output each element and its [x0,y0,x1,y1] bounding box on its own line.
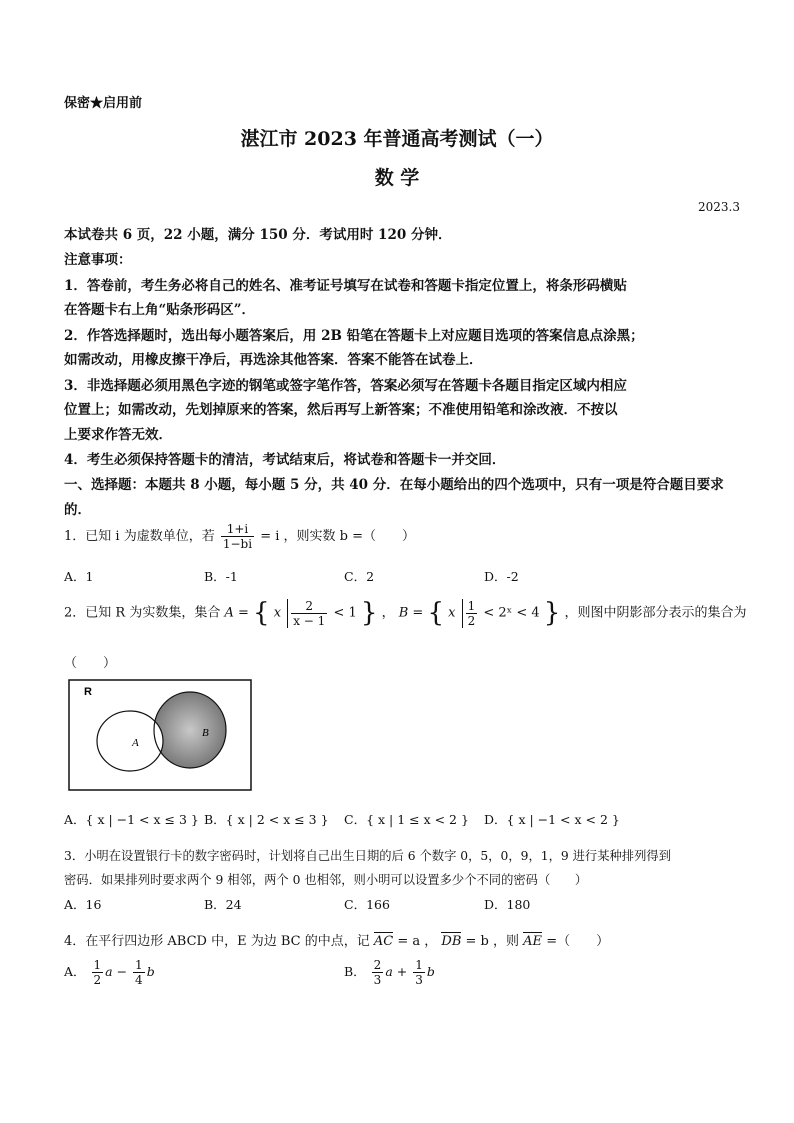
q2-option-d[interactable]: D．{ x | −1 < x < 2 } [484,812,620,827]
notice-2a: 2．作答选择题时，选出每小题答案后，用 2B 铅笔在答题卡上对应题目选项的答案信息点涂黑； [64,328,644,344]
q4-a-coef2-den: 4 [135,973,143,987]
q2-option-b[interactable]: B．{ x | 2 < x ≤ 3 } [204,812,329,827]
q4-b-coef2-den: 3 [415,973,423,987]
q2-stem: 2．已知 R 为实数集，集合 [64,605,221,621]
question-4 [64,930,609,949]
q4-a-coef1-num: 1 [93,958,102,972]
q4-b-coef1 [372,958,384,987]
q2-answer-paren: （ ） [64,656,117,671]
notice-1b: 在答题卡右上角“贴条形码区”． [64,302,256,318]
q4-a-coef1 [92,958,104,987]
q4-a-coef2-num: 1 [135,958,143,972]
q4-vector-ac: AC [373,934,394,949]
exam-title: 湛江市 2023 年普通高考测试（一） [240,128,554,150]
notice-3c: 上要求作答无效． [64,427,172,443]
q4-stem: 4．在平行四边形 ABCD 中，E 为边 BC 的中点，记 [64,934,370,949]
q2-set-b-num: 1 [467,598,476,613]
q4-eq3: =（ ） [546,934,610,949]
q1-option-b[interactable]: B．-1 [204,569,238,584]
exam-date: 2023.3 [698,200,740,214]
question-3-line1: 3．小明在设置银行卡的数字密码时，计划将自己出生日期的后 6 个数字 0，5，0，9，1，9 进行某种排列得到 [64,849,671,863]
q4-option-a-label: A． [64,964,86,979]
q2-brace-close-icon: } [360,598,378,628]
venn-diagram [68,679,252,791]
q1-option-d[interactable]: D．-2 [484,569,519,584]
q4-b-coef2-num: 1 [415,958,423,972]
q2-set-a-fraction [287,599,327,628]
q4-vector-ae: AE [523,934,543,949]
q4-a-coef1-den: 2 [93,973,102,987]
q2-brace-close-b-icon: } [543,598,561,628]
q4-b-coef1-num: 2 [373,958,382,972]
q4-eq1: = a ， [397,934,438,949]
q1-numerator: 1+i [221,522,254,537]
q4-b-coef2 [413,958,425,987]
q2-set-a-den: x − 1 [293,613,326,628]
confidential-mark: 保密★启用前 [64,96,143,111]
question-3-line2: 密码．如果排列时要求两个 9 相邻，两个 0 也相邻，则小明可以设置多少个不同的密码（ ） [64,873,588,887]
q4-b-term1: a + [385,964,408,979]
q3-option-c[interactable]: C．166 [344,897,390,912]
q3-option-d[interactable]: D．180 [484,897,531,912]
notice-4: 4．考生必须保持答题卡的清洁，考试结束后，将试卷和答题卡一并交回． [64,452,506,468]
section-heading: 一、选择题：本题共 8 小题，每小题 5 分，共 40 分．在每小题给出的四个选项中，只有一项是符合题目要求 [64,477,724,493]
q3-option-b[interactable]: B．24 [204,897,242,912]
q2-set-b-rel: < 2ˣ < 4 [483,605,540,621]
q1-fraction [221,522,254,551]
q4-option-a[interactable] [64,958,155,987]
notice-title: 注意事项： [64,252,132,268]
q4-option-b-label: B． [344,964,366,979]
q4-a-term2: b [146,964,155,979]
q2-brace-open-b-icon: { [427,598,444,628]
venn-label-b: B [202,727,209,739]
q2-set-b-den: 2 [467,613,476,628]
notice-3b: 位置上；如需改动，先划掉原来的答案，然后再写上新答案；不准使用铅笔和涂改液．不按以 [64,402,618,418]
q2-set-b-fraction [462,599,478,628]
q4-a-coef2 [133,958,145,987]
notice-2b: 如需改动，用橡皮擦干净后，再选涂其他答案．答案不能答在试卷上． [64,352,483,368]
q2-set-a-rel: < 1 [333,605,357,621]
subject-title: 数 学 [374,167,420,189]
venn-set-a [97,711,163,771]
q2-set-b-var: x [448,605,456,621]
q4-b-term2: b [426,964,435,979]
question-2 [64,598,746,628]
venn-set-b-shaded [154,692,226,768]
q1-denominator: 1−bi [222,537,253,551]
notice-3a: 3．非选择题必须用黑色字迹的钢笔或签字笔作答，答案必须写在答题卡各题目指定区域内相应 [64,378,627,394]
q2-brace-open-icon: { [253,598,270,628]
q1-stem-end: = i ，则实数 b =（ ） [260,529,415,544]
section-heading-end: 的． [64,502,91,518]
exam-info: 本试卷共 6 页，22 小题，满分 150 分．考试用时 120 分钟． [64,227,452,243]
q4-option-b[interactable] [344,958,435,987]
q3-option-a[interactable]: A．16 [64,897,102,912]
q2-set-a-num: 2 [291,599,327,614]
q1-stem: 1．已知 i 为虚数单位，若 [64,529,215,544]
q2-comma: ， [381,605,395,621]
venn-label-r: R [84,686,92,698]
q2-option-c[interactable]: C．{ x | 1 ≤ x < 2 } [344,812,469,827]
notice-1a: 1．答卷前，考生务必将自己的姓名、准考证号填写在试卷和答题卡指定位置上，将条形码横贴 [64,278,627,294]
q1-option-a[interactable]: A．1 [64,569,94,584]
q2-set-b-label: B = [398,605,424,621]
q4-a-term1: a − [105,964,128,979]
q4-eq2: = b ，则 [465,934,520,949]
q4-vector-db: DB [441,934,462,949]
q1-option-c[interactable]: C．2 [344,569,375,584]
q2-option-a[interactable]: A．{ x | −1 < x ≤ 3 } [64,812,199,827]
venn-label-a: A [132,737,139,749]
q2-set-a-label: A = [224,605,249,621]
question-1 [64,522,415,551]
q4-b-coef1-den: 3 [373,973,382,987]
q2-set-a-var: x [273,605,282,621]
q2-stem-end: ，则图中阴影部分表示的集合为 [564,605,747,621]
